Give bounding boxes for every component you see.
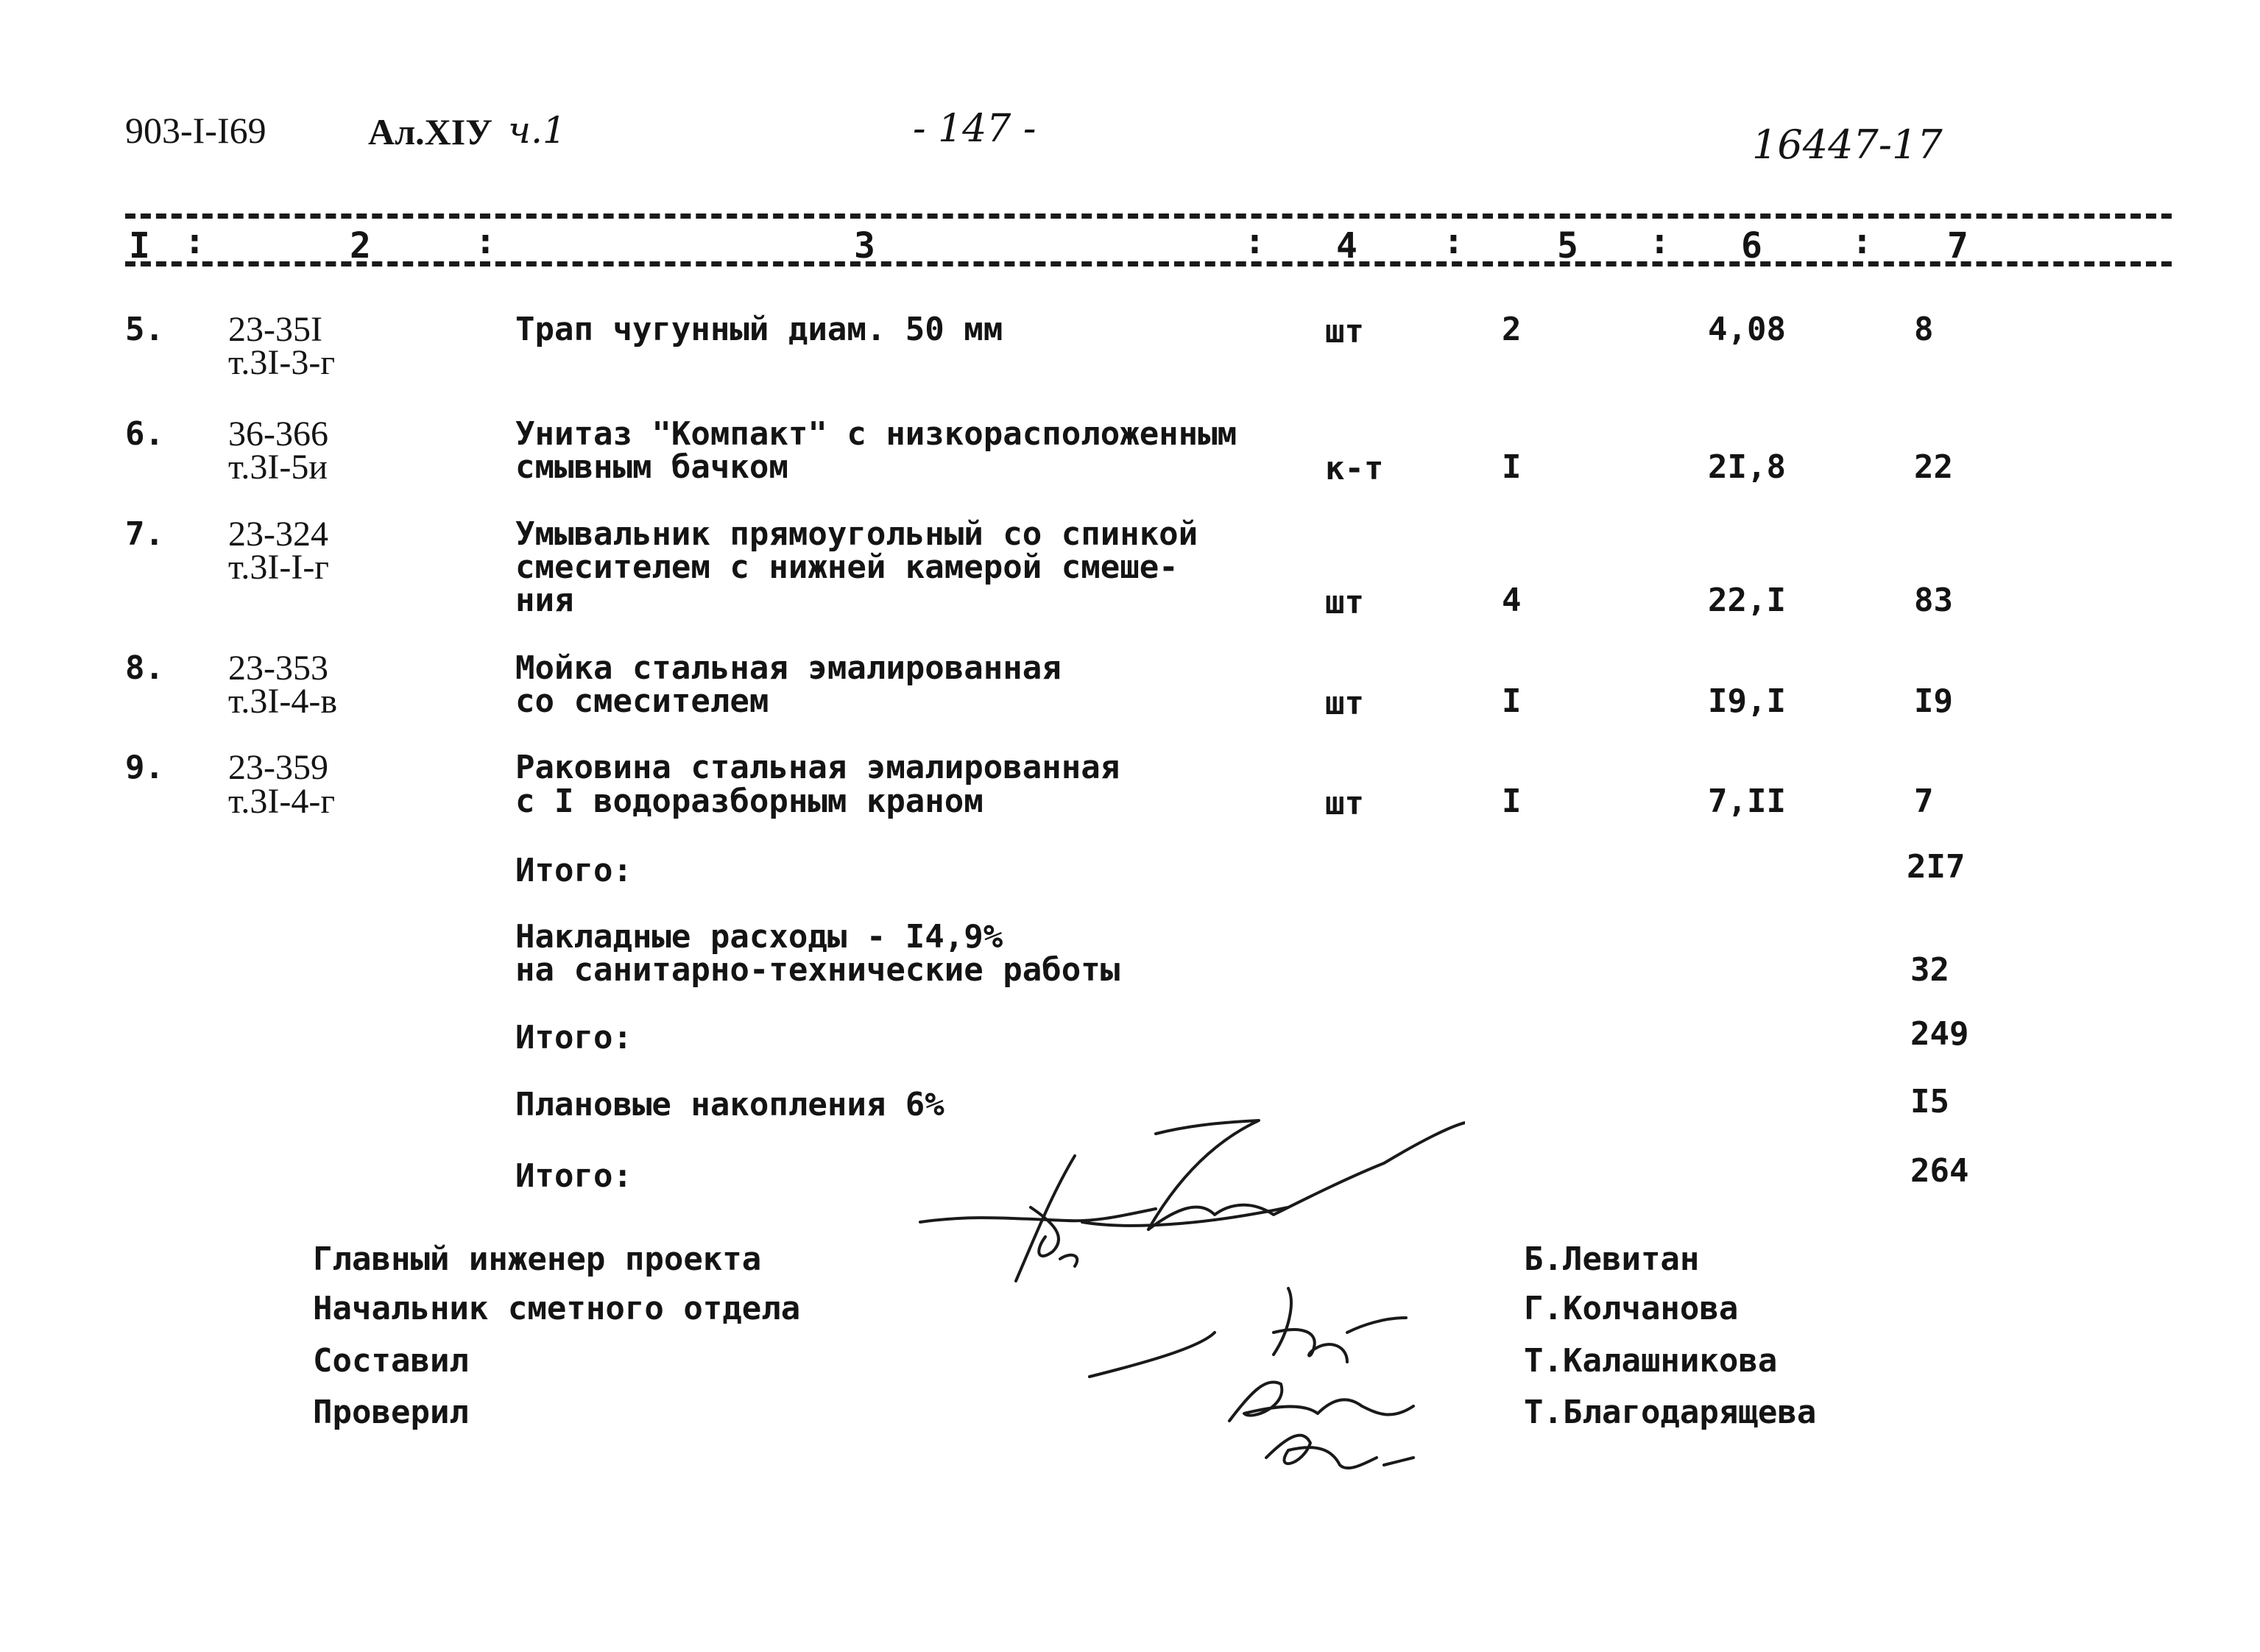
unit-price: 22,I xyxy=(1708,582,1786,619)
unit-price: 7,II xyxy=(1708,783,1786,820)
item-description: со смесителем xyxy=(515,682,769,720)
overhead-value: 32 xyxy=(1910,951,1949,989)
document-code: 903-I-I69 xyxy=(125,110,266,151)
grand-total-label: Итого: xyxy=(515,1157,632,1195)
signature-title: Главный инженер проекта xyxy=(313,1240,762,1278)
column-header-7: 7 xyxy=(1947,225,1968,266)
row-number: 9. xyxy=(125,749,164,786)
price-code: 23-324 xyxy=(228,515,328,554)
quantity: I xyxy=(1502,448,1522,486)
table-ref: т.3I-4-в xyxy=(228,682,337,721)
table-ref: т.3I-5и xyxy=(228,448,328,487)
overhead-label: на санитарно-технические работы xyxy=(515,951,1120,989)
subtotal-label: Итого: xyxy=(515,1019,632,1056)
column-header-4: 4 xyxy=(1336,225,1357,266)
item-description: Умывальник прямоугольный со спинкой xyxy=(515,515,1198,553)
total: 83 xyxy=(1914,582,1953,619)
overhead-label: Накладные расходы - I4,9% xyxy=(515,918,1003,956)
handwritten-signature xyxy=(905,1112,1465,1494)
unit: шт xyxy=(1325,785,1364,822)
column-header-1: I xyxy=(129,225,150,266)
item-description: Унитаз "Компакт" с низкорасположенным xyxy=(515,415,1237,453)
quantity: I xyxy=(1502,682,1522,720)
row-number: 6. xyxy=(125,415,164,453)
subtotal-value: 249 xyxy=(1910,1015,1969,1053)
column-header-6: 6 xyxy=(1741,225,1762,266)
planned-savings-label: Плановые накопления 6% xyxy=(515,1086,944,1123)
item-description: с I водоразборным краном xyxy=(515,783,984,820)
unit-price: 4,08 xyxy=(1708,311,1786,348)
row-number: 7. xyxy=(125,515,164,553)
quantity: 2 xyxy=(1502,311,1522,348)
subtotal-label: Итого: xyxy=(515,852,632,889)
column-header-2: 2 xyxy=(350,225,371,266)
price-code: 23-353 xyxy=(228,649,328,688)
quantity: I xyxy=(1502,783,1522,820)
unit: к-т xyxy=(1325,450,1384,487)
planned-savings-value: I5 xyxy=(1910,1083,1949,1120)
signature-name: Т.Калашникова xyxy=(1524,1342,1778,1380)
column-header-5: 5 xyxy=(1557,225,1578,266)
table-ref: т.3I-I-г xyxy=(228,548,329,587)
total: 7 xyxy=(1914,783,1934,820)
album-label: Ал.XIУ xyxy=(368,111,492,152)
column-header-3: 3 xyxy=(854,225,875,266)
total: I9 xyxy=(1914,682,1953,720)
total: 22 xyxy=(1914,448,1953,486)
page-number: - 147 - xyxy=(913,107,1037,151)
unit-price: 2I,8 xyxy=(1708,448,1786,486)
table-ref: т.3I-4-г xyxy=(228,782,336,821)
total: 8 xyxy=(1914,311,1934,348)
subtotal-value: 2I7 xyxy=(1907,848,1966,886)
item-description: Трап чугунный диам. 50 мм xyxy=(515,311,1003,348)
item-description: ния xyxy=(515,582,574,619)
price-code: 23-35I xyxy=(228,310,322,349)
signature-name: Г.Колчанова xyxy=(1524,1290,1739,1327)
table-top-rule xyxy=(125,213,2172,219)
item-description: смывным бачком xyxy=(515,448,788,486)
signature-title: Проверил xyxy=(313,1394,469,1431)
grand-total-value: 264 xyxy=(1910,1152,1969,1190)
item-description: смесителем с нижней камерой смеше- xyxy=(515,548,1179,586)
row-number: 8. xyxy=(125,649,164,687)
unit-price: I9,I xyxy=(1708,682,1786,720)
item-description: Мойка стальная эмалированная xyxy=(515,649,1062,687)
signature-title: Составил xyxy=(313,1342,469,1380)
price-code: 36-366 xyxy=(228,414,328,453)
quantity: 4 xyxy=(1502,582,1522,619)
row-number: 5. xyxy=(125,311,164,348)
item-description: Раковина стальная эмалированная xyxy=(515,749,1120,786)
document-number: 16447-17 xyxy=(1752,121,1943,168)
album-part: ч.1 xyxy=(508,109,566,152)
table-header-rule xyxy=(125,261,2172,266)
signature-name: Б.Левитан xyxy=(1524,1240,1700,1278)
table-ref: т.3I-3-г xyxy=(228,343,336,382)
signature-name: Т.Благодарящева xyxy=(1524,1394,1817,1431)
signature-title: Начальник сметного отдела xyxy=(313,1290,801,1327)
unit: шт xyxy=(1325,584,1364,621)
price-code: 23-359 xyxy=(228,748,328,787)
unit: шт xyxy=(1325,313,1364,350)
unit: шт xyxy=(1325,685,1364,722)
